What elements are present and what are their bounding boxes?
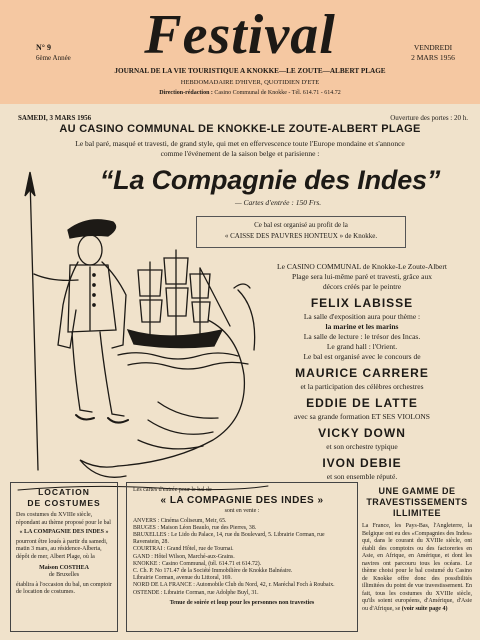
- ticket-location: Librairie Corman, avenue du Littoral, 169.: [133, 575, 232, 582]
- article-title-line: TRAVESTISSEMENTS: [366, 497, 468, 507]
- dress-code: Tenue de soirée et loup pour les personnes non travesties: [169, 599, 315, 606]
- program-text: Le CASINO COMMUNAL de Knokke-Le Zoute-Albert: [277, 262, 447, 271]
- program-text: La salle de lecture : le trésor des Incas.: [303, 332, 421, 341]
- issue-year: 6ème Année: [36, 54, 71, 62]
- program-text: et la participation des célèbres orchestres: [300, 382, 424, 391]
- costume-rental-box: [10, 482, 118, 632]
- direction-label: Direction-rédaction :: [159, 90, 213, 96]
- article-title-line: UNE GAMME DE: [378, 486, 456, 496]
- tagline: JOURNAL DE LA VIE TOURISTIQUE A KNOKKE—LE ZOUTE—ALBERT PLAGE: [114, 67, 386, 75]
- doors-time: Ouverture des portes : 20 h.: [390, 114, 468, 122]
- frequency-line: HEBDOMADAIRE D'HIVER, QUOTIDIEN D'ETE: [180, 79, 320, 86]
- program-text: Le bal est organisé avec le concours de: [303, 352, 421, 361]
- ticket-location: ANVERS : Cinéma Coliseum, Meir, 65.: [133, 517, 227, 524]
- event-title: “La Compagnie des Indes”: [99, 165, 441, 195]
- newspaper-title: Festival: [144, 4, 336, 66]
- sailor-figure-icon: [34, 220, 128, 423]
- ticket-location: BRUGES : Maison Léon Beaulo, rue des Pierres, 38.: [133, 524, 257, 531]
- program-text: Le grand hall : l'Orient.: [326, 342, 398, 351]
- ticket-location: GAND : Hôtel Wilson, Marché-aux-Grains.: [133, 553, 235, 560]
- continued-link[interactable]: (voir suite page 4): [401, 605, 448, 612]
- ticket-location: C. Ch. P. No 171.47 de la Société Immobilière de Knokke Balnéaire.: [133, 568, 293, 575]
- issue-weekday: VENDREDI: [413, 43, 453, 52]
- ticket-box-sub: sont en vente :: [224, 508, 260, 514]
- issue-info: [36, 43, 71, 63]
- ticket-box-title: « LA COMPAGNIE DES INDES »: [160, 495, 324, 506]
- box-text: pourront être loués à partir du samedi, matin 3 mars, au résidence-Alberta, dépôt de mer, Albert Plage, où la: [16, 538, 108, 560]
- artist-name: VICKY DOWN: [318, 426, 406, 440]
- direction-text: Casino Communal de Knokke - Tél. 614.71 - 614.72: [214, 90, 341, 96]
- box-text: de Bruxelles: [48, 572, 80, 579]
- box-text: « LA COMPAGNIE DES INDES »: [19, 529, 109, 536]
- charity-line-1: Ce bal est organisé au profit de la: [254, 221, 348, 229]
- box-text: Des costumes du XVIIIe siècle, répondant au thème proposé pour le bal: [16, 512, 111, 526]
- box-title: LOCATION: [38, 487, 90, 497]
- program-text: avec sa grande formation ET SES VIOLONS: [294, 412, 430, 421]
- article-text: La France, les Pays-Bas, l'Angleterre, la Belgique ont eu des «Compagnies des Indes» qui, dans le courant du XVIIIe siècle, ont établi des comptoirs ou des factoreries en Asie, en Afrique, en Amérique, et dont les navires ont parcouru tous les océans. Le thème choisi pour le bal costumé du Casino de Knokke offre donc des possibilités illimitées du point de vue travestissement. En fait, tous les costumes du XVIIIe siècle, qu'ils soient européens, d'Amérique, d'Asie ou d'Afrique, se: [362, 523, 472, 612]
- article-title: [362, 486, 472, 519]
- issue-date: [398, 43, 468, 63]
- intro-line-1: Le bal paré, masqué et travesti, de grand style, qui met en effervescence toute l'Europe mondaine et s'annonce: [75, 139, 405, 148]
- issue-full-date: 2 MARS 1956: [411, 53, 455, 62]
- event-intro: [40, 139, 440, 159]
- article-title-line: ILLIMITEE: [393, 508, 441, 518]
- ticket-location: NORD DE LA FRANCE : Automobile Club du Nord, 42, r. Maréchal Foch à Roubaix.: [133, 582, 335, 589]
- program-text: La salle d'exposition aura pour thème :: [303, 312, 421, 321]
- ticket-box-head: Les cartes d'entrée pour le bal de: [133, 487, 212, 493]
- program-text: et son orchestre typique: [326, 442, 398, 451]
- artist-name: IVON DEBIE: [322, 456, 402, 470]
- intro-line-2: comme l'événement de la saison belge et parisienne :: [160, 149, 320, 158]
- box-text: établira à l'occasion du bal, un comptoir de location de costumes.: [16, 581, 112, 596]
- ticket-sales-box: [126, 482, 358, 632]
- event-headline: AU CASINO COMMUNAL DE KNOKKE-LE ZOUTE-ALBERT PLAGE: [59, 123, 421, 135]
- program-theme: la marine et les marins: [325, 322, 399, 331]
- program-text: décors créés par le peintre: [322, 282, 402, 291]
- program-text: Plage sera lui-même paré et travesti, grâce aux: [292, 272, 432, 281]
- spear-icon: [30, 178, 38, 470]
- entry-price: — Cartes d'entrée : 150 Frs.: [235, 198, 322, 207]
- ticket-location: BRUXELLES : Le Lido du Palace, 14, rue du Boulevard, 5. Librairie Corman, rue Ravenstein, 28.: [133, 532, 325, 546]
- artist-name: EDDIE DE LATTE: [306, 396, 418, 410]
- illustration-sailor-ship-mermaid: [8, 170, 270, 500]
- costumes-article: [362, 486, 472, 613]
- event-date: SAMEDI, 3 MARS 1956: [18, 114, 92, 122]
- direction-line: [60, 90, 440, 96]
- program-column: [252, 262, 472, 482]
- ticket-location: COURTRAI : Grand Hôtel, rue de Tournai.: [133, 546, 234, 553]
- artist-name: MAURICE CARRERE: [295, 366, 429, 380]
- ticket-location: OSTENDE : Librairie Corman, rue Adolphe Buyl, 31.: [133, 589, 259, 596]
- article-body: [362, 523, 472, 613]
- program-text: et son ensemble réputé.: [326, 472, 398, 481]
- issue-number: N° 9: [36, 43, 51, 52]
- charity-line-2: « CAISSE DES PAUVRES HONTEUX » de Knokke.: [224, 232, 378, 240]
- box-title: DE COSTUMES: [27, 498, 101, 508]
- costume-house: Maison COSTHEA: [39, 564, 89, 571]
- ship-icon: [128, 250, 230, 348]
- ticket-location: KNOKKE : Casino Communal, (tél. 614.71 et 614.72).: [133, 560, 262, 567]
- painter-name: FELIX LABISSE: [310, 296, 414, 310]
